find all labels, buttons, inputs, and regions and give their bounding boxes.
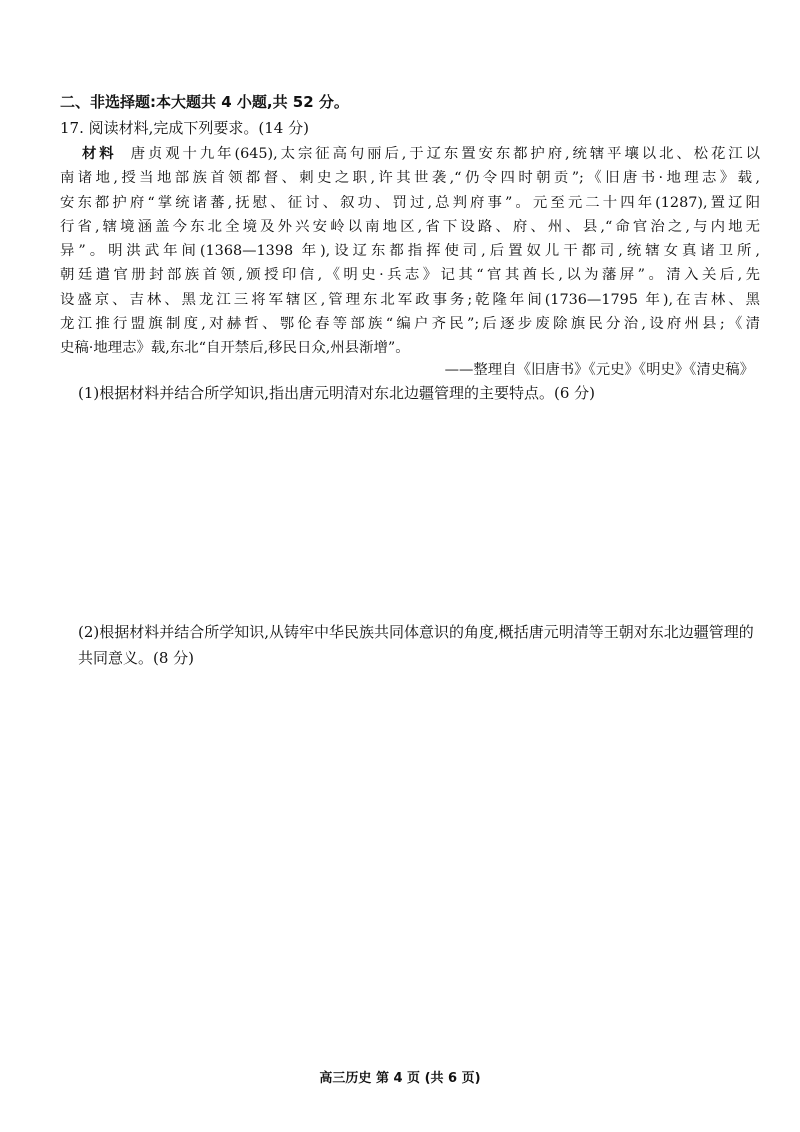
material-line-3: 安东都护府“掌统诸蕃,抚慰、征讨、叙功、罚过,总判府事”。元至元二十四年(1287),置辽阳 — [60, 194, 760, 211]
material-source: ——整理自《旧唐书》《元史》《明史》《清史稿》 — [444, 362, 754, 378]
material-line-2: 南诸地,授当地部族首领都督、刺史之职,许其世袭,“仍令四时朝贡”;《旧唐书·地理志》载, — [60, 170, 760, 187]
material-passage — [60, 142, 760, 361]
material-line-8: 龙江推行盟旗制度,对赫哲、鄂伦春等部族“编户齐民”;后逐步废除旗民分治,设府州县;《清 — [60, 316, 760, 333]
material-line-4: 行省,辖境涵盖今东北全境及外兴安岭以南地区,省下设路、府、州、县,“命官治之,与内地无 — [60, 218, 760, 235]
material-line-1-text: 唐贞观十九年(645),太宗征高句丽后,于辽东置安东都护府,统辖平壤以北、松花江以 — [130, 146, 760, 162]
sub-question-1: (1)根据材料并结合所学知识,指出唐元明清对东北边疆管理的主要特点。(6 分) — [78, 384, 596, 402]
material-line-9: 史稿·地理志》载,东北“自开禁后,移民日众,州县渐增”。 — [60, 340, 410, 357]
material-label: 材料 — [82, 146, 117, 162]
page-footer: 高三历史 第 4 页 (共 6 页) — [319, 1071, 481, 1086]
material-line-1 — [60, 142, 760, 166]
sub-question-2: (2)根据材料并结合所学知识,从铸牢中华民族共同体意识的角度,概括唐元明清等王朝对东北边疆管理的共同意义。(8 分) — [78, 623, 754, 667]
material-line-7: 设盛京、吉林、黑龙江三将军辖区,管理东北军政事务;乾隆年间(1736—1795 年),在吉林、黑 — [60, 291, 760, 308]
material-line-6: 朝廷遣官册封部族首领,颁授印信,《明史·兵志》记其“官其酋长,以为藩屏”。清入关后,先 — [60, 267, 760, 284]
section-heading: 二、非选择题:本大题共 4 小题,共 52 分。 — [60, 93, 349, 111]
question-title: 17. 阅读材料,完成下列要求。(14 分) — [60, 119, 309, 137]
material-line-5: 异”。明洪武年间(1368—1398 年),设辽东都指挥使司,后置奴儿干都司,统辖女真诸卫所, — [60, 243, 760, 260]
